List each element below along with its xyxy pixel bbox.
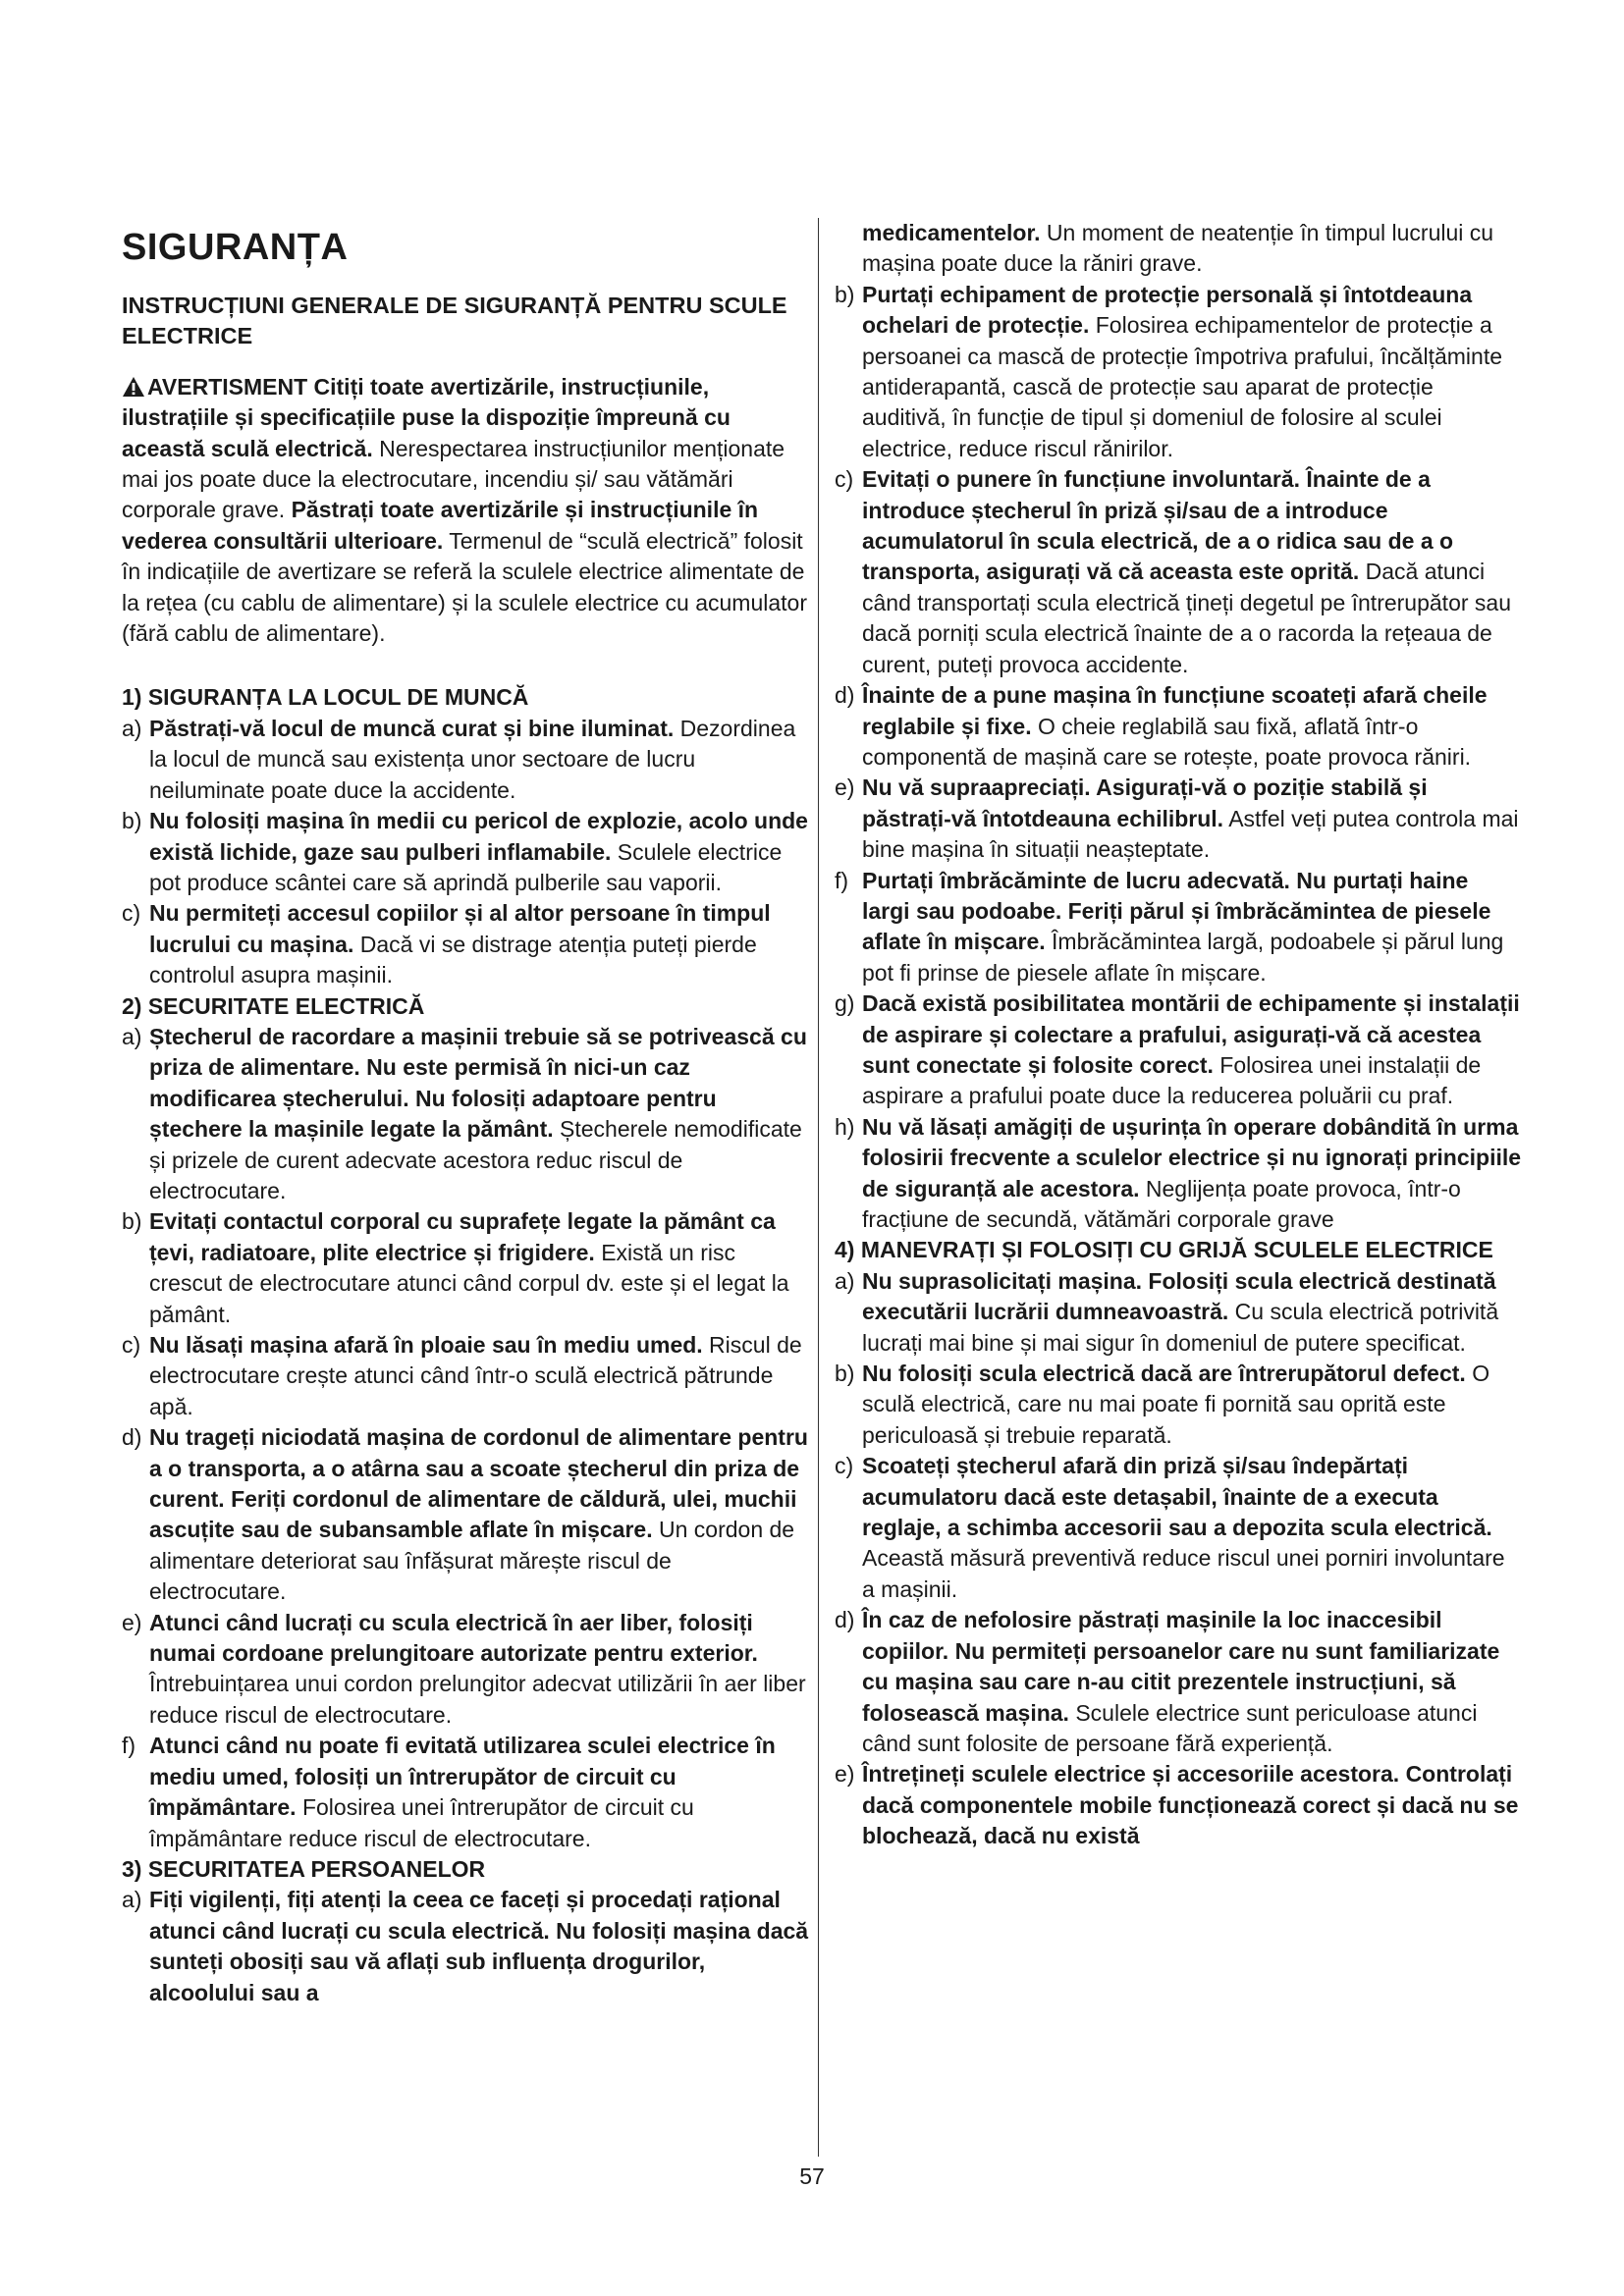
item-bold: Nu suprasolicitați mașina. Folosiți scula electrică destinată executării lucrării dumneavoastră. [862, 1267, 1496, 1325]
item-label: d) [835, 682, 855, 709]
item-bold: Ștecherul de racordare a mașinii trebuie să se potrivească cu priza de alimentare. Nu este permisă în nici-un caz modificarea ștecherului. Nu folosiți adaptoare pentru ștechere la mașinile legate la pământ. [149, 1023, 807, 1143]
item-label: c) [122, 1332, 141, 1358]
warning-paragraph [122, 372, 809, 650]
item-text: Îmbrăcămintea largă, podoabele și părul lung pot fi prinse de piesele aflate în mișcare. [862, 929, 1504, 986]
item-text: Un moment de neatenție în timpul lucrului cu mașina poate duce la răniri grave. [862, 220, 1494, 277]
s3-item-a-continued [835, 218, 1522, 280]
item-label: f) [122, 1733, 136, 1759]
page-title: SIGURANȚA [122, 227, 349, 268]
item-text: Dacă vi se distrage atenția puteți pierde controlul asupra mașinii. [149, 931, 757, 988]
item-bold: Nu vă lăsați amăgiți de ușurința în operare dobândită în urma folosirii frecvente a sculelor electrice și nu ignorați principiile de siguranță ale acestora. [862, 1113, 1522, 1201]
warning-text-1: Nerespectarea instrucțiunilor menționate mai jos poate duce la electrocutare, incendiu și/ sau vătămări corporale grave. [122, 435, 785, 523]
item-text: Dacă atunci când transportați scula electrică țineți degetul pe întrerupător sau dacă porniți scula electrică înainte de a o racorda la rețeaua de curent, puteți provoca accidente. [862, 559, 1511, 677]
s3-item-h [835, 1112, 1522, 1236]
s2-item-c [122, 1330, 809, 1422]
item-text: O sculă electrică, care nu mai poate fi pornită sau oprită este periculoasă și trebuie reparată. [862, 1361, 1490, 1448]
s2-item-f [122, 1731, 809, 1854]
item-text: Folosirea unei întrerupător de circuit cu împământare reduce riscul de electrocutare. [149, 1794, 694, 1851]
item-bold: Nu vă supraapreciați. Asigurați-vă o poziție stabilă și păstrați-vă întotdeauna echilibrul. [862, 774, 1428, 831]
item-bold: Nu permiteți accesul copiilor și al altor persoane în timpul lucrului cu mașina. [149, 900, 771, 957]
item-text: Astfel veți putea controla mai bine mașina în situații neașteptate. [862, 805, 1519, 863]
item-text: Cu scula electrică potrivită lucrați mai bine și mai sigur în domeniul de putere specificat. [862, 1299, 1499, 1356]
item-text: Sculele electrice sunt periculoase atunci când sunt folosite de persoane fără experiență. [862, 1699, 1478, 1756]
s4-item-c [835, 1451, 1522, 1605]
s4-item-b [835, 1359, 1522, 1451]
item-label: d) [122, 1424, 142, 1451]
section-subtitle: INSTRUCȚIUNI GENERALE DE SIGURANȚĂ PENTRU SCULE ELECTRICE [122, 293, 787, 349]
s3-item-c [835, 464, 1522, 680]
item-bold: Scoateți ștecherul afară din priză și/sau îndepărtați acumulatoru dacă este detașabil, înainte de a executa reglaje, a schimba accesorii sau a depozita scula electrică. [862, 1453, 1492, 1541]
right-column [835, 218, 1522, 1852]
s3-item-d [835, 680, 1522, 773]
item-bold: Evitați contactul corporal cu suprafețe legate la pământ ca țevi, radiatoare, plite electrice și frigidere. [149, 1208, 776, 1265]
s1-item-b [122, 806, 809, 898]
warning-text-2: Termenul de “sculă electrică” folosit în indicațiile de avertizare se referă la sculele electrice alimentate de la rețea (cu cablu de alimentare) și la sculele electrice cu acumulator (fără cablu de alimentare). [122, 527, 807, 647]
item-label: a) [835, 1267, 855, 1294]
s3-item-a [122, 1885, 809, 2008]
item-label: g) [835, 990, 855, 1017]
item-label: b) [122, 1208, 142, 1235]
item-label: c) [122, 900, 141, 927]
s2-item-e [122, 1608, 809, 1732]
item-bold: Atunci când nu poate fi evitată utilizarea sculei electrice în mediu umed, folosiți un întrerupător de circuit cu împământare. [149, 1733, 776, 1821]
item-label: e) [835, 774, 855, 801]
item-bold: Întrețineți sculele electrice și accesoriile acestora. Controlați dacă componentele mobile funcționează corect și dacă nu se blochează, dacă nu există [862, 1761, 1519, 1849]
s3-item-g [835, 988, 1522, 1112]
item-text: Neglijența poate provoca, într-o fracțiune de secundă, vătămări corporale grave [862, 1175, 1461, 1232]
item-label: a) [122, 715, 142, 741]
item-text: Ștecherele nemodificate și prizele de curent adecvate acestora reduc riscul de electrocutare. [149, 1116, 802, 1203]
section-heading-4: 4) MANEVRAȚI ȘI FOLOSIȚI CU GRIJĂ SCULELE ELECTRICE [835, 1237, 1493, 1263]
s2-item-a [122, 1022, 809, 1206]
item-text: Există un risc crescut de electrocutare atunci când corpul dv. este și el legat la pământ. [149, 1239, 789, 1327]
page-number: 57 [799, 2163, 825, 2189]
item-bold: Purtați îmbrăcăminte de lucru adecvată. Nu purtați haine largi sau podoabe. Feriți părul și îmbrăcămintea de piesele aflate în mișcare. [862, 867, 1491, 955]
item-label: e) [835, 1761, 855, 1788]
item-label: a) [122, 1023, 142, 1049]
item-bold: Nu folosiți scula electrică dacă are întrerupătorul defect. [862, 1361, 1466, 1387]
s3-item-b [835, 280, 1522, 464]
section-heading-3: 3) SECURITATEA PERSOANELOR [122, 1855, 486, 1882]
item-text: Dezordinea la locul de muncă sau existența unor sectoare de lucru neiluminate poate duce la accidente. [149, 715, 796, 803]
item-bold: Dacă există posibilitatea montării de echipamente și instalații de aspirare și colectare a prafului, asigurați-vă că acestea sunt conectate și folosite corect. [862, 990, 1520, 1078]
item-label: b) [835, 1361, 855, 1387]
s1-item-a [122, 714, 809, 806]
item-text: Folosirea unei instalații de aspirare a prafului poate duce la reducerea poluării cu praf. [862, 1051, 1482, 1109]
s4-item-a [835, 1266, 1522, 1359]
item-bold: În caz de nefolosire păstrați mașinile la loc inaccesibil copiilor. Nu permiteți persoanelor care nu sunt familiarizate cu mașina sau care n-au citit prezentele instrucțiuni, să folosească mașina. [862, 1607, 1500, 1726]
column-divider [818, 218, 819, 2157]
section-heading-2: 2) SECURITATE ELECTRICĂ [122, 992, 425, 1019]
item-label: a) [122, 1887, 142, 1913]
warning-triangle-icon [122, 376, 145, 398]
s4-item-d [835, 1605, 1522, 1759]
item-text: Această măsură preventivă reduce riscul unei porniri involuntare a mașinii. [862, 1545, 1505, 1602]
item-label: f) [835, 867, 849, 893]
item-label: e) [122, 1609, 142, 1635]
item-bold: Nu trageți niciodată mașina de cordonul de alimentare pentru a o transporta, a o atârna sau a scoate ștecherul din priza de curent. Feriți cordonul de alimentare de căldură, ulei, muchii ascuțite sau de subansamble aflate în mișcare. [149, 1424, 808, 1543]
item-bold: Nu lăsați mașina afară în ploaie sau în mediu umed. [149, 1332, 703, 1358]
s3-item-e [835, 773, 1522, 865]
s4-item-e [835, 1759, 1522, 1851]
item-label: h) [835, 1113, 855, 1140]
s3-item-f [835, 866, 1522, 989]
item-label: d) [835, 1607, 855, 1633]
item-text: Întrebuințarea unui cordon prelungitor adecvat utilizării în aer liber reduce riscul de electrocutare. [149, 1671, 806, 1728]
item-text: Riscul de electrocutare crește atunci când într-o sculă electrică pătrunde apă. [149, 1332, 802, 1419]
warning-bold-2: Păstrați toate avertizările și instrucțiunile în vederea consultării ulterioare. [122, 497, 759, 554]
s2-item-d [122, 1422, 809, 1607]
item-text: O cheie reglabilă sau fixă, aflată într-o componentă de mașină care se rotește, poate provoca răniri. [862, 713, 1472, 770]
item-text: Folosirea echipamentelor de protecție a persoanei ca mască de protecție împotriva prafului, încălțăminte antiderapantă, cască de protecție sau aparat de protecție auditivă, în funcție de tipul și domeniul de folosire al sculei electrice, reduce riscul rănirilor. [862, 312, 1502, 461]
item-label: b) [122, 808, 142, 834]
s1-item-c [122, 898, 809, 990]
item-bold: Atunci când lucrați cu scula electrică în aer liber, folosiți numai cordoane prelungitoare autorizate pentru exterior. [149, 1609, 758, 1667]
item-label: b) [835, 281, 855, 307]
item-text: Sculele electrice pot produce scântei care să aprindă pulberile sau vaporii. [149, 838, 783, 895]
item-bold: Păstrați-vă locul de muncă curat și bine iluminat. [149, 715, 675, 741]
item-bold: Evitați o punere în funcțiune involuntară. Înainte de a introduce ștecherul în priză și/sau de a introduce acumulatorul în scula electrică, de a o ridica sau de a o transporta, asigurați vă că aceasta este oprită. [862, 466, 1454, 585]
item-bold: Purtați echipament de protecție personală și întotdeauna ochelari de protecție. [862, 281, 1473, 339]
item-bold: medicamentelor. [862, 220, 1041, 245]
warning-bold-1: AVERTISMENT Citiți toate avertizările, instrucțiunile, ilustrațiile și specificațiile puse la dispoziție împreună cu această sculă electrică. [122, 373, 731, 461]
item-label: c) [835, 466, 854, 493]
item-bold: Fiți vigilenți, fiți atenți la ceea ce faceți și procedați rațional atunci când lucrați cu scula electrică. Nu folosiți mașina dacă sunteți obosiți sau vă aflați sub influența drogurilor, alcoolului sau a [149, 1887, 809, 2005]
item-label: c) [835, 1453, 854, 1479]
item-text: Un cordon de alimentare deteriorat sau înfășurat mărește riscul de electrocutare. [149, 1517, 795, 1605]
item-bold: Înainte de a pune mașina în funcțiune scoateți afară cheile reglabile și fixe. [862, 682, 1488, 739]
item-bold: Nu folosiți mașina în medii cu pericol de explozie, acolo unde există lichide, gaze sau pulberi inflamabile. [149, 808, 808, 865]
left-column [122, 218, 809, 2008]
s2-item-b [122, 1206, 809, 1330]
section-heading-1: 1) SIGURANȚA LA LOCUL DE MUNCĂ [122, 684, 529, 711]
